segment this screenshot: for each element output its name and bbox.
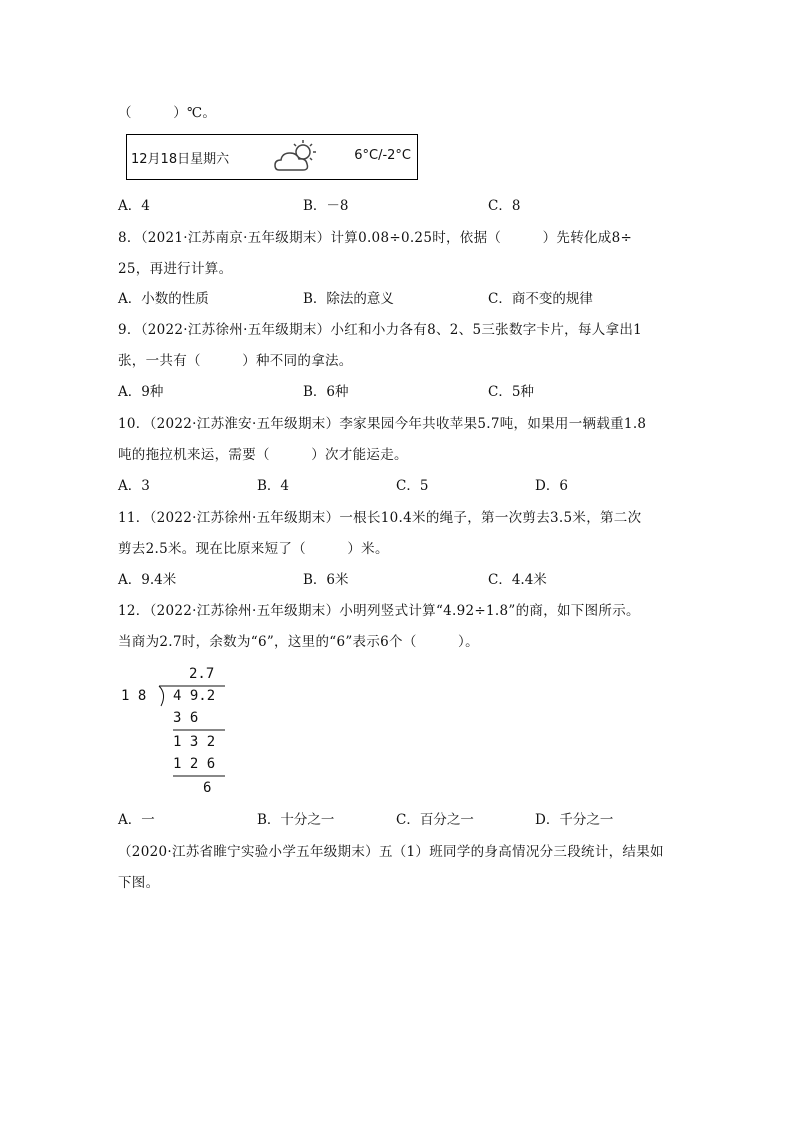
q12-line2: 当商为2.7时，余数为“6”，这里的“6”表示6个（ ）。 (118, 634, 479, 650)
q12-option-b: B．十分之一 (257, 812, 335, 828)
q7-option-c: C．8 (488, 198, 521, 214)
q11-option-a: A．9.4米 (118, 572, 177, 588)
q7-option-b: B．－8 (303, 198, 349, 214)
q10-option-d: D．6 (535, 478, 568, 494)
next-question-line1: （2020·江苏省睢宁实验小学五年级期末）五（1）班同学的身高情况分三段统计，结果如 (118, 844, 664, 860)
weather-date: 12月18日星期六 (131, 152, 230, 167)
q7-option-a: A．4 (118, 198, 150, 214)
q8-option-b: B．除法的意义 (303, 291, 394, 307)
q9-line1: 9．（2022·江苏徐州·五年级期末）小红和小力各有8、2、5三张数字卡片，每人拿出1 (118, 322, 643, 338)
q10-option-b: B．4 (257, 478, 290, 494)
q9-option-b: B．6种 (303, 384, 349, 400)
q9-line2: 张，一共有（ ）种不同的拿法。 (118, 353, 353, 369)
q7-stem-tail: （ ）℃。 (118, 105, 217, 121)
division-remainder: 6 (203, 780, 212, 796)
division-divisor: 1 8 (121, 688, 147, 704)
q8-option-a: A．小数的性质 (118, 291, 209, 307)
q11-line2: 剪去2.5米。现在比原来短了（ ）米。 (118, 541, 389, 557)
weather-temp: 6°C/-2°C (354, 148, 411, 163)
partly-cloudy-icon (273, 138, 325, 176)
division-lines (115, 662, 235, 802)
q12-option-c: C．百分之一 (396, 812, 474, 828)
q9-option-a: A．9种 (118, 384, 164, 400)
q11-option-c: C．4.4米 (488, 572, 547, 588)
q8-option-c: C．商不变的规律 (488, 291, 593, 307)
q11-option-b: B．6米 (303, 572, 349, 588)
division-step1: 3 6 (173, 710, 199, 726)
q8-line1: 8．（2021·江苏南京·五年级期末）计算0.08÷0.25时，依据（ ）先转化成8÷ (118, 230, 633, 246)
division-quotient: 2.7 (189, 666, 215, 682)
division-dividend: 4 9.2 (173, 688, 216, 704)
division-step2: 1 3 2 (173, 734, 216, 750)
weather-box (126, 134, 418, 180)
q10-option-a: A．3 (118, 478, 150, 494)
q11-line1: 11．（2022·江苏徐州·五年级期末）一根长10.4米的绳子，第一次剪去3.5米，第二次 (118, 510, 642, 526)
next-question-line2: 下图。 (118, 875, 160, 891)
q10-option-c: C．5 (396, 478, 429, 494)
q12-option-a: A．一 (118, 812, 155, 828)
division-step3: 1 2 6 (173, 756, 216, 772)
q12-option-d: D．千分之一 (535, 812, 614, 828)
q8-line2: 25，再进行计算。 (118, 261, 233, 277)
q9-option-c: C．5种 (488, 384, 534, 400)
q12-line1: 12．（2022·江苏徐州·五年级期末）小明列竖式计算“4.92÷1.8”的商，如下图所示。 (118, 603, 640, 619)
long-division-figure (115, 662, 235, 802)
q10-line2: 吨的拖拉机来运，需要（ ）次才能运走。 (118, 447, 408, 463)
q10-line1: 10．（2022·江苏淮安·五年级期末）李家果园今年共收苹果5.7吨，如果用一辆载重1.8 (118, 416, 647, 432)
